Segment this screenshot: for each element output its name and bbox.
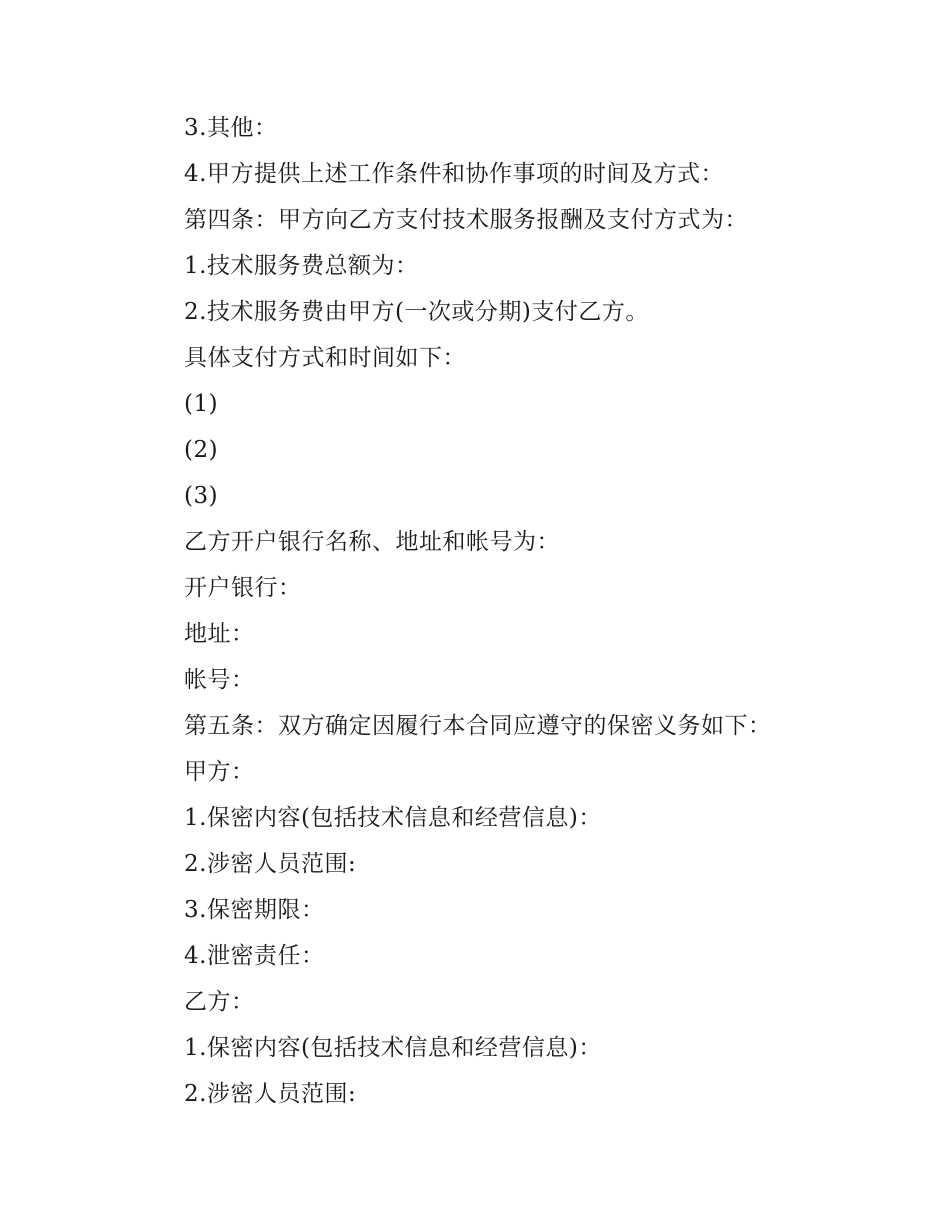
text-line: 2.涉密人员范围: — [184, 1081, 357, 1107]
text-line: 乙方： — [184, 989, 255, 1015]
text-line: 4.甲方提供上述工作条件和协作事项的时间及方式： — [184, 161, 724, 187]
text-line: 甲方： — [184, 759, 255, 785]
text-line: 开户银行： — [184, 575, 302, 601]
list-item: (1) — [184, 391, 219, 417]
list-item: (3) — [184, 483, 219, 509]
text-line: 帐号： — [184, 667, 255, 693]
list-item: (2) — [184, 437, 219, 463]
text-line: 1.保密内容(包括技术信息和经营信息)： — [184, 1035, 602, 1061]
text-line: 3.其他： — [184, 115, 278, 141]
text-line: 地址： — [184, 621, 255, 647]
text-line: 2.技术服务费由甲方(一次或分期)支付乙方。 — [184, 299, 649, 325]
text-line: 具体支付方式和时间如下： — [184, 345, 466, 371]
text-line: 1.技术服务费总额为： — [184, 253, 419, 279]
section-heading: 第四条：甲方向乙方支付技术服务报酬及支付方式为： — [184, 207, 748, 233]
text-line: 3.保密期限： — [184, 897, 325, 923]
text-line: 乙方开户银行名称、地址和帐号为： — [184, 529, 560, 555]
section-heading: 第五条：双方确定因履行本合同应遵守的保密义务如下： — [184, 713, 772, 739]
text-line: 4.泄密责任： — [184, 943, 325, 969]
text-line: 1.保密内容(包括技术信息和经营信息)： — [184, 805, 602, 831]
document-body — [184, 108, 904, 1120]
text-line: 2.涉密人员范围: — [184, 851, 357, 877]
